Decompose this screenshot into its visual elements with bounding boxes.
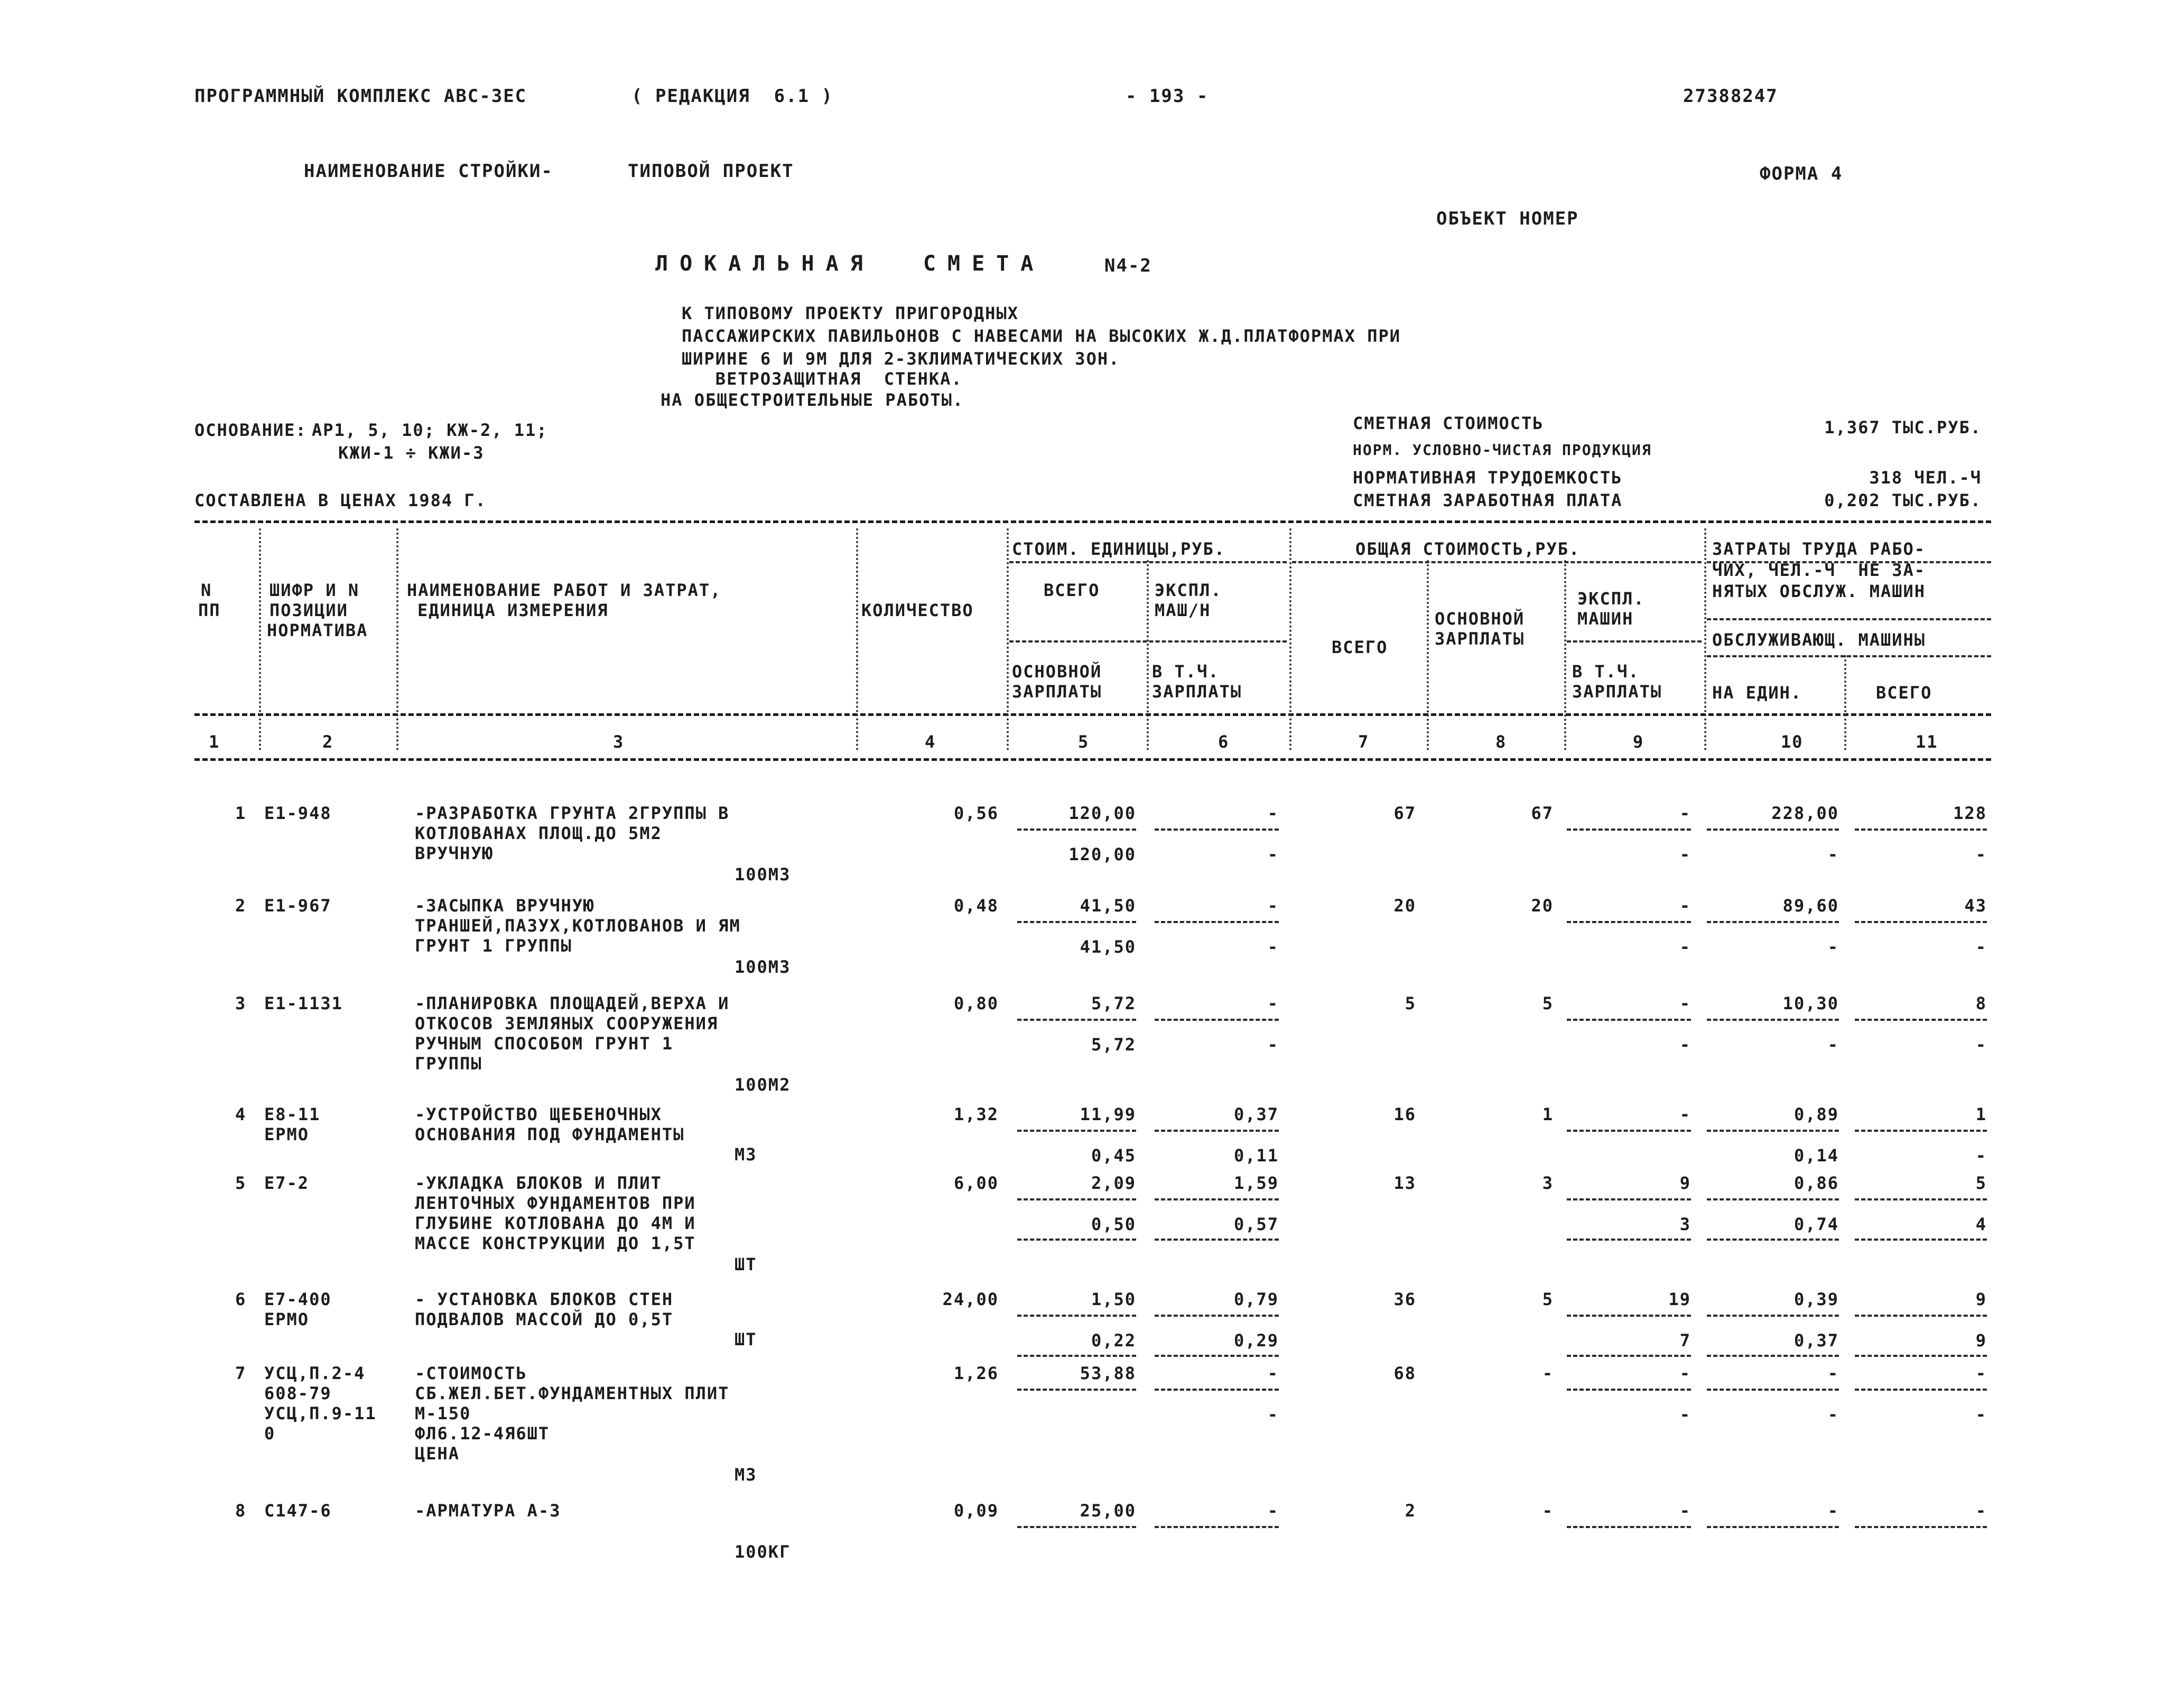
- col-header-c6b: В Т.Ч.: [1152, 662, 1220, 682]
- doc-number: 27388247: [1683, 86, 1778, 107]
- row-labor-total-sub: -: [1975, 1035, 1987, 1055]
- summary-value: 0,202 ТЫС.РУБ.: [1824, 490, 1982, 510]
- row-name: ГРУППЫ: [415, 1054, 482, 1074]
- cell-separator: [1855, 828, 1987, 831]
- col-header-name: НАИМЕНОВАНИЕ РАБОТ И ЗАТРАТ,: [407, 580, 722, 600]
- row-total: 36: [1393, 1289, 1416, 1309]
- cell-separator: [1707, 1130, 1839, 1132]
- row-unit-machine-wages: 0,11: [1233, 1146, 1279, 1166]
- row-unit-machine: 0,37: [1233, 1104, 1279, 1124]
- row-code: С147-6: [264, 1501, 332, 1521]
- col-header-c6: МАШ/Н: [1155, 600, 1211, 620]
- cell-separator: [1155, 1019, 1279, 1021]
- cell-separator: [1155, 1526, 1279, 1528]
- construction-label: НАИМЕНОВАНИЕ СТРОЙКИ-: [304, 161, 553, 182]
- row-unit-machine: 0,79: [1233, 1289, 1279, 1309]
- row-code: ЕРМО: [264, 1309, 310, 1329]
- row-name: -РАЗРАБОТКА ГРУНТА 2ГРУППЫ В: [415, 803, 730, 823]
- row-quantity: 0,09: [953, 1501, 999, 1521]
- row-unit-total: 1,50: [1091, 1289, 1136, 1309]
- row-total-wages: 3: [1542, 1173, 1554, 1193]
- cell-separator: [1017, 1315, 1136, 1317]
- title-line: ПАССАЖИРСКИХ ПАВИЛЬОНОВ С НАВЕСАМИ НА ВЫСОКИХ Ж.Д.ПЛАТФОРМАХ ПРИ: [682, 326, 1401, 346]
- col-header-c5b: ОСНОВНОЙ: [1012, 662, 1102, 682]
- row-unit-total: 41,50: [1080, 896, 1136, 916]
- row-total-machine: -: [1679, 1501, 1691, 1521]
- cell-separator: [1017, 1019, 1136, 1021]
- row-unit-wages: 0,45: [1091, 1146, 1136, 1166]
- col-header-c9: ЭКСПЛ.: [1577, 589, 1645, 609]
- row-name: ОСНОВАНИЯ ПОД ФУНДАМЕНТЫ: [415, 1124, 685, 1144]
- header-rule: [1009, 561, 1287, 563]
- row-code: Е7-400: [264, 1289, 332, 1309]
- table-rule-top: [194, 520, 1991, 523]
- row-labor-total-sub: -: [1975, 937, 1987, 957]
- col-header-c8: ЗАРПЛАТЫ: [1435, 629, 1525, 649]
- row-unit-wages: 41,50: [1080, 937, 1136, 957]
- basis-line-2: КЖИ-1 ÷ КЖИ-3: [338, 443, 485, 463]
- cell-separator: [1155, 1198, 1279, 1200]
- col-number: 1: [209, 732, 220, 752]
- row-total: 2: [1405, 1501, 1416, 1521]
- summary-label: НОРМ. УСЛОВНО-ЧИСТАЯ ПРОДУКЦИЯ: [1353, 441, 1652, 459]
- col-number: 9: [1633, 732, 1644, 752]
- col-number: 10: [1781, 732, 1804, 752]
- row-quantity: 0,56: [953, 803, 999, 823]
- col-divider: [259, 528, 261, 750]
- row-total-machine-wages: -: [1679, 1035, 1691, 1055]
- cell-separator: [1567, 1130, 1691, 1132]
- header-rule: [1009, 640, 1287, 643]
- row-total-machine: -: [1679, 803, 1691, 823]
- col-header-labor: ЧИХ, ЧЕЛ.-Ч НЕ ЗА-: [1712, 560, 1926, 580]
- col-divider: [1007, 528, 1009, 750]
- row-name: СБ.ЖЕЛ.БЕТ.ФУНДАМЕНТНЫХ ПЛИТ: [415, 1383, 730, 1403]
- row-code: Е1-1131: [264, 993, 343, 1013]
- row-number: 7: [235, 1363, 247, 1383]
- row-code: Е1-967: [264, 896, 332, 916]
- row-unit-total: 25,00: [1080, 1501, 1136, 1521]
- row-number: 4: [235, 1104, 247, 1124]
- row-name: -УСТРОЙСТВО ЩЕБЕНОЧНЫХ: [415, 1104, 662, 1124]
- row-code: Е8-11: [264, 1104, 321, 1124]
- row-unit-machine-wages: -: [1267, 1035, 1279, 1055]
- row-number: 6: [235, 1289, 247, 1309]
- row-total-wages: -: [1542, 1501, 1554, 1521]
- row-name: ТРАНШЕЙ,ПАЗУХ,КОТЛОВАНОВ И ЯМ: [415, 916, 741, 936]
- row-code: 0: [264, 1423, 276, 1444]
- row-labor-total: 128: [1953, 803, 1987, 823]
- cell-separator: [1567, 1315, 1691, 1317]
- row-labor-total: 43: [1964, 896, 1987, 916]
- row-labor-unit-sub: -: [1827, 1404, 1839, 1425]
- row-quantity: 0,48: [953, 896, 999, 916]
- summary-label: НОРМАТИВНАЯ ТРУДОЕМКОСТЬ: [1353, 468, 1623, 488]
- col-number: 5: [1078, 732, 1090, 752]
- col-header-code: НОРМАТИВА: [267, 620, 368, 640]
- cell-separator: [1017, 1526, 1136, 1528]
- cell-separator: [1707, 1526, 1839, 1528]
- cell-separator: [1017, 921, 1136, 923]
- col-header-c10: НА ЕДИН.: [1712, 683, 1802, 703]
- cell-separator: [1707, 1239, 1839, 1241]
- row-quantity: 0,80: [953, 993, 999, 1013]
- col-number: 6: [1218, 732, 1230, 752]
- row-code: Е1-948: [264, 803, 332, 823]
- cell-separator: [1707, 828, 1839, 831]
- object-number-label: ОБЪЕКТ НОМЕР: [1436, 208, 1579, 229]
- row-code: ЕРМО: [264, 1124, 310, 1144]
- row-total-wages: 1: [1542, 1104, 1554, 1124]
- form-label: ФОРМА 4: [1760, 163, 1843, 184]
- row-total-machine-wages: 3: [1679, 1214, 1691, 1234]
- row-code: Е7-2: [264, 1173, 310, 1193]
- col-header-qty: КОЛИЧЕСТВО: [861, 600, 974, 620]
- row-labor-total-sub: -: [1975, 1146, 1987, 1166]
- row-unit-machine: -: [1267, 1501, 1279, 1521]
- col-header-c9b: В Т.Ч.: [1572, 662, 1640, 682]
- row-total-wages: 20: [1531, 896, 1554, 916]
- row-number: 5: [235, 1173, 247, 1193]
- row-total: 16: [1393, 1104, 1416, 1124]
- row-labor-unit-sub: 0,37: [1793, 1330, 1839, 1351]
- row-labor-total-sub: 4: [1975, 1214, 1987, 1234]
- col-header-n: N: [201, 580, 212, 600]
- cell-separator: [1855, 1389, 1987, 1391]
- col-divider: [1427, 560, 1429, 750]
- row-labor-unit: 89,60: [1782, 896, 1839, 916]
- row-code: УСЦ,П.2-4: [264, 1363, 366, 1383]
- row-total-machine-wages: -: [1679, 844, 1691, 864]
- cell-separator: [1567, 921, 1691, 923]
- col-header-c5b: ЗАРПЛАТЫ: [1012, 682, 1102, 702]
- row-name: ОТКОСОВ ЗЕМЛЯНЫХ СООРУЖЕНИЯ: [415, 1013, 719, 1034]
- row-name: - УСТАНОВКА БЛОКОВ СТЕН: [415, 1289, 674, 1309]
- row-total-machine: 19: [1668, 1289, 1691, 1309]
- row-total: 20: [1393, 896, 1416, 916]
- row-labor-total-sub: 9: [1975, 1330, 1987, 1351]
- row-name: ГРУНТ 1 ГРУППЫ: [415, 936, 572, 956]
- row-unit: 100М2: [735, 1075, 791, 1095]
- col-divider: [856, 528, 858, 750]
- row-total-wages: 67: [1531, 803, 1554, 823]
- cell-separator: [1855, 1355, 1987, 1357]
- cell-separator: [1155, 1389, 1279, 1391]
- cell-separator: [1855, 1315, 1987, 1317]
- row-labor-unit: -: [1827, 1501, 1839, 1521]
- cell-separator: [1017, 1389, 1136, 1391]
- row-name: ФЛ6.12-4Я6ШТ: [415, 1423, 550, 1444]
- col-divider: [1704, 528, 1706, 750]
- title-line: НА ОБЩЕСТРОИТЕЛЬНЫЕ РАБОТЫ.: [661, 390, 964, 410]
- row-labor-total: -: [1975, 1363, 1987, 1383]
- row-total-machine-wages: 7: [1679, 1330, 1691, 1351]
- summary-label: СМЕТНАЯ ЗАРАБОТНАЯ ПЛАТА: [1353, 490, 1623, 510]
- row-labor-unit-sub: 0,14: [1793, 1146, 1839, 1166]
- cell-separator: [1707, 1389, 1839, 1391]
- summary-value: 318 ЧЕЛ.-Ч: [1869, 468, 1982, 488]
- col-header-c9: МАШИН: [1577, 609, 1634, 629]
- col-header-c5: ВСЕГО: [1044, 580, 1100, 600]
- row-unit: 100КГ: [735, 1542, 791, 1562]
- col-number: 3: [613, 732, 625, 752]
- doc-title-number: N4-2: [1104, 255, 1152, 276]
- summary-value: 1,367 ТЫС.РУБ.: [1824, 417, 1982, 437]
- row-name: -УКЛАДКА БЛОКОВ И ПЛИТ: [415, 1173, 662, 1193]
- construction-value: ТИПОВОЙ ПРОЕКТ: [628, 161, 794, 182]
- row-unit-machine: -: [1267, 803, 1279, 823]
- row-total-wages: 5: [1542, 993, 1554, 1013]
- row-name: ВРУЧНУЮ: [415, 843, 494, 863]
- row-name: ЛЕНТОЧНЫХ ФУНДАМЕНТОВ ПРИ: [415, 1193, 696, 1213]
- cell-separator: [1567, 1389, 1691, 1391]
- basis-line-1: АР1, 5, 10; КЖ-2, 11;: [312, 420, 548, 440]
- row-name: М-150: [415, 1403, 471, 1423]
- summary-label: СМЕТНАЯ СТОИМОСТЬ: [1353, 413, 1544, 433]
- row-name: ГЛУБИНЕ КОТЛОВАНА ДО 4М И: [415, 1213, 696, 1233]
- page-number: - 193 -: [1126, 86, 1209, 107]
- col-header-c6: ЭКСПЛ.: [1155, 580, 1222, 600]
- cell-separator: [1017, 1355, 1136, 1357]
- row-quantity: 1,32: [953, 1104, 999, 1124]
- row-unit: М3: [735, 1465, 757, 1485]
- col-number: 4: [925, 732, 936, 752]
- row-number: 1: [235, 803, 247, 823]
- row-name: РУЧНЫМ СПОСОБОМ ГРУНТ 1: [415, 1034, 674, 1054]
- col-header-labor: ЗАТРАТЫ ТРУДА РАБО-: [1712, 539, 1926, 559]
- row-total: 67: [1393, 803, 1416, 823]
- row-labor-unit: 228,00: [1771, 803, 1839, 823]
- row-number: 2: [235, 896, 247, 916]
- cell-separator: [1155, 828, 1279, 831]
- row-unit-machine: -: [1267, 993, 1279, 1013]
- col-number: 2: [322, 732, 334, 752]
- row-unit-machine: 1,59: [1233, 1173, 1279, 1193]
- row-unit-wages: 120,00: [1068, 844, 1136, 864]
- row-total-wages: 5: [1542, 1289, 1554, 1309]
- row-quantity: 6,00: [953, 1173, 999, 1193]
- cell-separator: [1855, 1198, 1987, 1200]
- row-total-machine-wages: -: [1679, 1404, 1691, 1425]
- cell-separator: [1567, 828, 1691, 831]
- row-unit: ШТ: [735, 1254, 757, 1274]
- row-code: УСЦ,П.9-11: [264, 1403, 377, 1423]
- cell-separator: [1567, 1019, 1691, 1021]
- row-labor-unit: 10,30: [1782, 993, 1839, 1013]
- row-unit-machine-wages: -: [1267, 1404, 1279, 1425]
- col-divider: [1564, 560, 1566, 750]
- cell-separator: [1855, 1526, 1987, 1528]
- cell-separator: [1855, 921, 1987, 923]
- row-unit-wages: 0,50: [1091, 1214, 1136, 1234]
- col-header-code: ШИФР И N: [269, 580, 360, 600]
- row-number: 3: [235, 993, 247, 1013]
- cell-separator: [1567, 1526, 1691, 1528]
- col-header-c6b: ЗАРПЛАТЫ: [1152, 682, 1242, 702]
- col-divider: [396, 528, 398, 750]
- cell-separator: [1707, 1019, 1839, 1021]
- row-total-machine: 9: [1679, 1173, 1691, 1193]
- row-unit-machine: -: [1267, 1363, 1279, 1383]
- col-header-c9b: ЗАРПЛАТЫ: [1572, 682, 1662, 702]
- cell-separator: [1017, 1130, 1136, 1132]
- row-unit: 100М3: [735, 957, 791, 977]
- row-labor-unit: 0,39: [1793, 1289, 1839, 1309]
- row-total-machine-wages: -: [1679, 937, 1691, 957]
- row-number: 8: [235, 1501, 247, 1521]
- doc-title: ЛОКАЛЬНАЯ СМЕТА: [655, 252, 1045, 276]
- col-number: 11: [1916, 732, 1938, 752]
- row-labor-total-sub: -: [1975, 1404, 1987, 1425]
- row-name: ЦЕНА: [415, 1444, 460, 1464]
- row-unit: 100М3: [735, 864, 791, 885]
- row-name: -АРМАТУРА А-3: [415, 1501, 561, 1521]
- row-total-machine: -: [1679, 1363, 1691, 1383]
- row-labor-unit: -: [1827, 1363, 1839, 1383]
- row-unit-machine-wages: -: [1267, 937, 1279, 957]
- cell-separator: [1017, 828, 1136, 831]
- col-header-name: ЕДИНИЦА ИЗМЕРЕНИЯ: [417, 600, 609, 620]
- row-total: 5: [1405, 993, 1416, 1013]
- row-unit-machine-wages: -: [1267, 844, 1279, 864]
- row-name: -СТОИМОСТЬ: [415, 1363, 527, 1383]
- row-labor-unit-sub: -: [1827, 1035, 1839, 1055]
- cell-separator: [1855, 1239, 1987, 1241]
- col-header-unit-cost: СТОИМ. ЕДИНИЦЫ,РУБ.: [1012, 539, 1226, 559]
- cell-separator: [1017, 1239, 1136, 1241]
- row-unit-machine-wages: 0,29: [1233, 1330, 1279, 1351]
- header-rule: [1707, 618, 1991, 620]
- row-unit-machine-wages: 0,57: [1233, 1214, 1279, 1234]
- title-line: ШИРИНЕ 6 И 9М ДЛЯ 2-3КЛИМАТИЧЕСКИХ ЗОН.: [682, 349, 1120, 369]
- row-total: 13: [1393, 1173, 1416, 1193]
- header-rule: [1567, 640, 1702, 643]
- col-header-n: ПП: [198, 600, 221, 620]
- col-header-c7: ВСЕГО: [1332, 637, 1388, 657]
- row-unit-total: 120,00: [1068, 803, 1136, 823]
- row-labor-total: 5: [1975, 1173, 1987, 1193]
- col-header-c11: ВСЕГО: [1876, 683, 1932, 703]
- col-header-labor: НЯТЫХ ОБСЛУЖ. МАШИН: [1712, 581, 1926, 601]
- row-labor-unit: 0,89: [1793, 1104, 1839, 1124]
- row-unit-total: 11,99: [1080, 1104, 1136, 1124]
- basis-label: ОСНОВАНИЕ:: [194, 420, 307, 440]
- row-total-wages: -: [1542, 1363, 1554, 1383]
- cell-separator: [1155, 1239, 1279, 1241]
- col-divider: [1844, 655, 1846, 750]
- row-name: -ПЛАНИРОВКА ПЛОЩАДЕЙ,ВЕРХА И: [415, 993, 730, 1013]
- row-total-machine: -: [1679, 1104, 1691, 1124]
- row-labor-total: 9: [1975, 1289, 1987, 1309]
- cell-separator: [1855, 1130, 1987, 1132]
- price-basis: СОСТАВЛЕНА В ЦЕНАХ 1984 Г.: [194, 490, 487, 510]
- header-rule: [1707, 655, 1991, 657]
- row-labor-total: 8: [1975, 993, 1987, 1013]
- row-labor-total: 1: [1975, 1104, 1987, 1124]
- col-header-code: ПОЗИЦИИ: [269, 600, 348, 620]
- col-number: 8: [1495, 732, 1507, 752]
- row-labor-total: -: [1975, 1501, 1987, 1521]
- row-name: ПОДВАЛОВ МАССОЙ ДО 0,5Т: [415, 1309, 674, 1329]
- row-unit-machine: -: [1267, 896, 1279, 916]
- row-unit-total: 2,09: [1091, 1173, 1136, 1193]
- col-number: 7: [1358, 732, 1370, 752]
- header-rule: [1292, 561, 1702, 563]
- cell-separator: [1707, 1315, 1839, 1317]
- row-total: 68: [1393, 1363, 1416, 1383]
- row-total-machine: -: [1679, 993, 1691, 1013]
- cell-separator: [1707, 921, 1839, 923]
- cell-separator: [1155, 921, 1279, 923]
- table-rule-header: [194, 713, 1991, 716]
- row-unit: ШТ: [735, 1329, 757, 1349]
- row-total-machine: -: [1679, 896, 1691, 916]
- title-line: К ТИПОВОМУ ПРОЕКТУ ПРИГОРОДНЫХ: [682, 303, 1019, 323]
- cell-separator: [1567, 1239, 1691, 1241]
- cell-separator: [1155, 1130, 1279, 1132]
- row-unit: М3: [735, 1144, 757, 1165]
- row-quantity: 1,26: [953, 1363, 999, 1383]
- row-labor-unit-sub: 0,74: [1793, 1214, 1839, 1234]
- row-labor-unit-sub: -: [1827, 844, 1839, 864]
- cell-separator: [1567, 1355, 1691, 1357]
- row-quantity: 24,00: [942, 1289, 999, 1309]
- title-line: ВЕТРОЗАЩИТНАЯ СТЕНКА.: [682, 369, 963, 389]
- col-header-total-cost: ОБЩАЯ СТОИМОСТЬ,РУБ.: [1355, 539, 1581, 559]
- row-unit-total: 53,88: [1080, 1363, 1136, 1383]
- cell-separator: [1707, 1198, 1839, 1200]
- row-labor-unit: 0,86: [1793, 1173, 1839, 1193]
- cell-separator: [1155, 1315, 1279, 1317]
- cell-separator: [1017, 1198, 1136, 1200]
- table-rule-numbers: [194, 758, 1991, 761]
- col-header-labor-sub: ОБСЛУЖИВАЮЩ. МАШИНЫ: [1712, 630, 1926, 650]
- col-divider: [1289, 528, 1291, 750]
- program-name: ПРОГРАММНЫЙ КОМПЛЕКС АВС-3ЕС: [194, 86, 527, 107]
- row-unit-wages: 0,22: [1091, 1330, 1136, 1351]
- cell-separator: [1707, 1355, 1839, 1357]
- row-labor-unit-sub: -: [1827, 937, 1839, 957]
- cell-separator: [1155, 1355, 1279, 1357]
- row-name: МАССЕ КОНСТРУКЦИИ ДО 1,5Т: [415, 1233, 696, 1253]
- row-code: 608-79: [264, 1383, 332, 1403]
- col-divider: [1147, 560, 1149, 750]
- cell-separator: [1567, 1198, 1691, 1200]
- row-labor-total-sub: -: [1975, 844, 1987, 864]
- row-unit-wages: 5,72: [1091, 1035, 1136, 1055]
- row-name: КОТЛОВАНАХ ПЛОЩ.ДО 5М2: [415, 823, 662, 843]
- cell-separator: [1855, 1019, 1987, 1021]
- row-unit-total: 5,72: [1091, 993, 1136, 1013]
- edition: ( РЕДАКЦИЯ 6.1 ): [631, 86, 833, 107]
- col-header-c8: ОСНОВНОЙ: [1435, 609, 1525, 629]
- row-name: -ЗАСЫПКА ВРУЧНУЮ: [415, 896, 595, 916]
